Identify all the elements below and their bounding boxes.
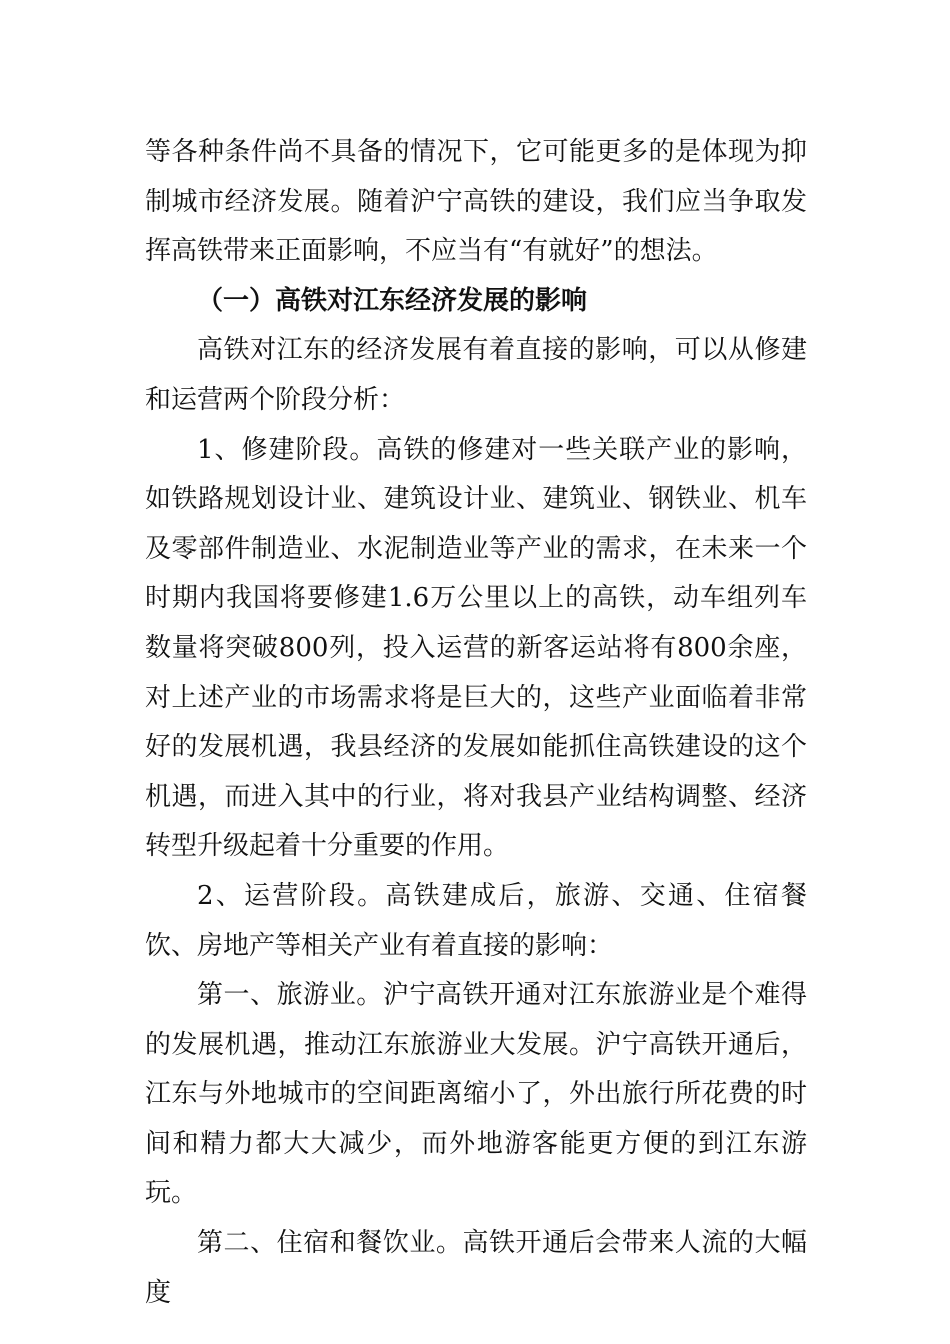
paragraph-construction-stage: 1、修建阶段。高铁的修建对一些关联产业的影响，如铁路规划设计业、建筑设计业、建筑业、钢铁业、机车及零部件制造业、水泥制造业等产业的需求，在未来一个时期内我国将要修建1.6万公里以上的高铁，动车组列车数量将突破800列，投入运营的新客运站将有800余座，对上述产业的市场需求将是巨大的，这些产业面临着非常好的发展机遇，我县经济的发展如能抓住高铁建设的这个机遇，而进入其中的行业，将对我县产业结构调整、经济转型升级起着十分重要的作用。 <box>145 434 807 862</box>
paragraph-operation-stage: 2、运营阶段。高铁建成后，旅游、交通、住宿餐饮、房地产等相关产业有着直接的影响： <box>145 880 807 961</box>
paragraph-intro: 高铁对江东的经济发展有着直接的影响，可以从修建和运营两个阶段分析： <box>145 335 807 415</box>
paragraph-continuation: 等各种条件尚不具备的情况下，它可能更多的是体现为抑制城市经济发展。随着沪宁高铁的建设，我们应当争取发挥高铁带来正面影响，不应当有“有就好”的想法。 <box>145 137 807 267</box>
paragraph-accommodation: 第二、住宿和餐饮业。高铁开通后会带来人流的大幅度 <box>145 1228 807 1308</box>
document-page <box>145 128 807 1318</box>
section-heading: （一）高铁对江东经济发展的影响 <box>197 285 588 316</box>
paragraph-tourism: 第一、旅游业。沪宁高铁开通对江东旅游业是个难得的发展机遇，推动江东旅游业大发展。沪宁高铁开通后，江东与外地城市的空间距离缩小了，外出旅行所花费的时间和精力都大大减少，而外地游客能更方便的到江东游玩。 <box>145 980 807 1209</box>
